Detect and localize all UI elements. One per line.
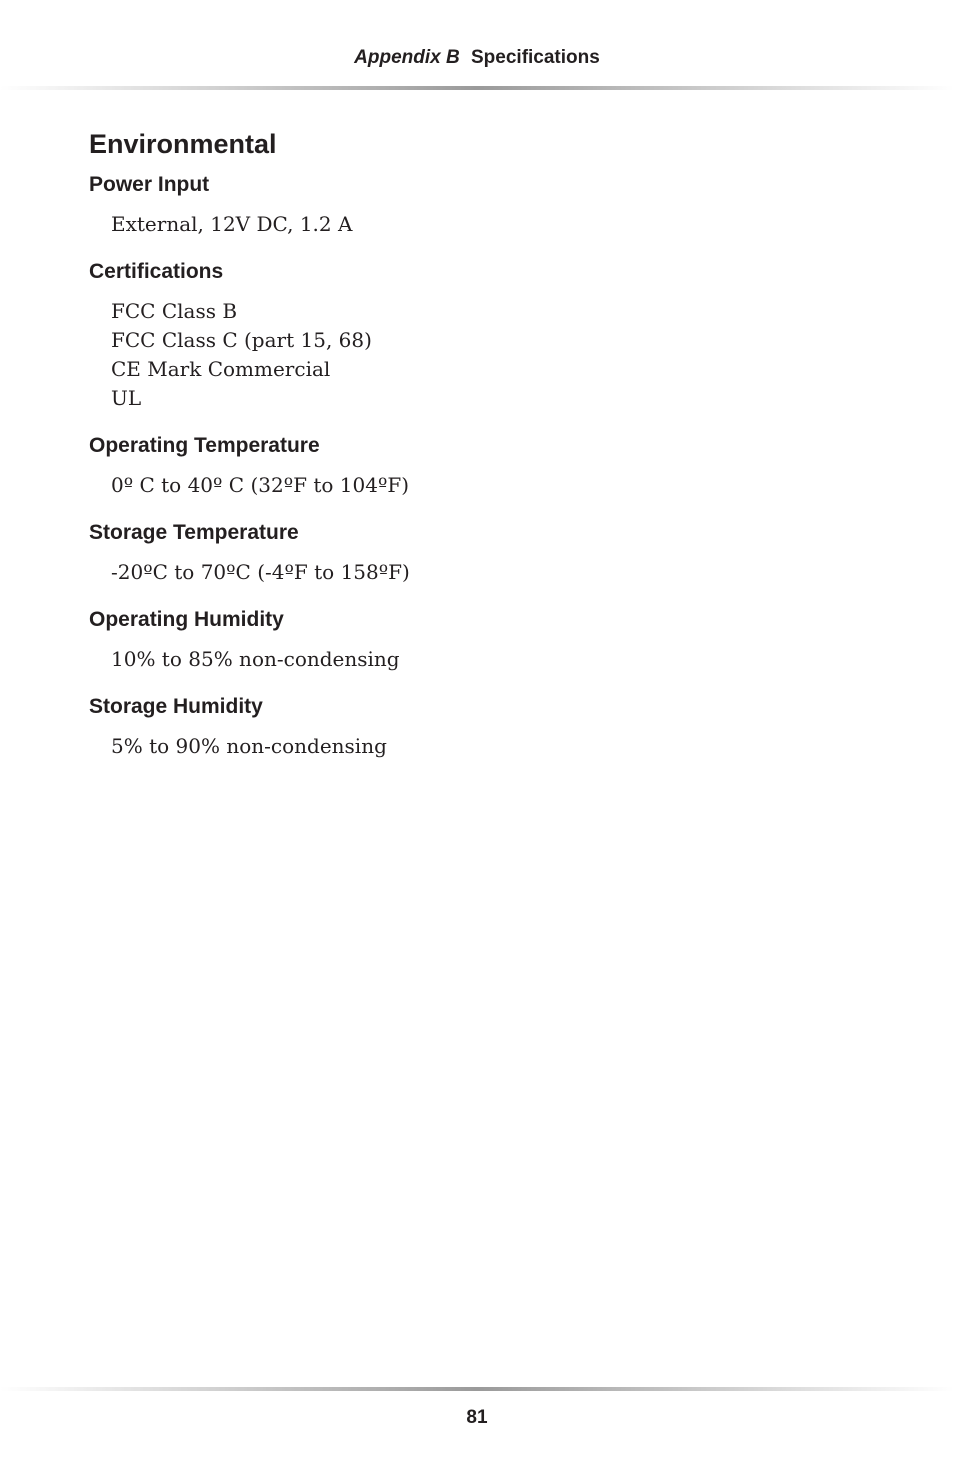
spec-lines <box>111 210 889 239</box>
spec-storage-humidity <box>89 692 889 761</box>
spec-operating-temperature <box>89 431 889 500</box>
spec-line: -20ºC to 70ºC (-4ºF to 158ºF) <box>111 560 410 584</box>
spec-heading: Storage Temperature <box>89 521 299 544</box>
spec-line: 5% to 90% non-condensing <box>111 734 387 758</box>
spec-lines <box>111 645 889 674</box>
spec-storage-temperature <box>89 518 889 587</box>
spec-lines <box>111 297 889 413</box>
section-title: Environmental <box>89 129 277 159</box>
spec-line: UL <box>111 386 142 410</box>
spec-operating-humidity <box>89 605 889 674</box>
page-content <box>89 124 889 779</box>
spec-line: External, 12V DC, 1.2 A <box>111 212 353 236</box>
spec-line: 0º C to 40º C (32ºF to 104ºF) <box>111 473 410 497</box>
spec-heading: Operating Temperature <box>89 434 320 457</box>
spec-line: CE Mark Commercial <box>111 357 331 381</box>
spec-heading: Certifications <box>89 260 224 283</box>
footer-divider <box>0 1387 954 1391</box>
spec-power-input <box>89 170 889 239</box>
spec-heading: Storage Humidity <box>89 695 263 718</box>
page-header <box>0 44 954 72</box>
header-divider <box>0 86 954 90</box>
spec-line: FCC Class C (part 15, 68) <box>111 328 372 352</box>
appendix-label: Appendix B <box>354 47 460 68</box>
spec-certifications <box>89 257 889 413</box>
spec-lines <box>111 558 889 587</box>
spec-heading: Power Input <box>89 173 210 196</box>
chapter-title: Specifications <box>471 47 600 68</box>
spec-line: FCC Class B <box>111 299 238 323</box>
spec-line: 10% to 85% non-condensing <box>111 647 400 671</box>
spec-heading: Operating Humidity <box>89 608 284 631</box>
spec-lines <box>111 732 889 761</box>
spec-lines <box>111 471 889 500</box>
page-number: 81 <box>466 1407 488 1428</box>
